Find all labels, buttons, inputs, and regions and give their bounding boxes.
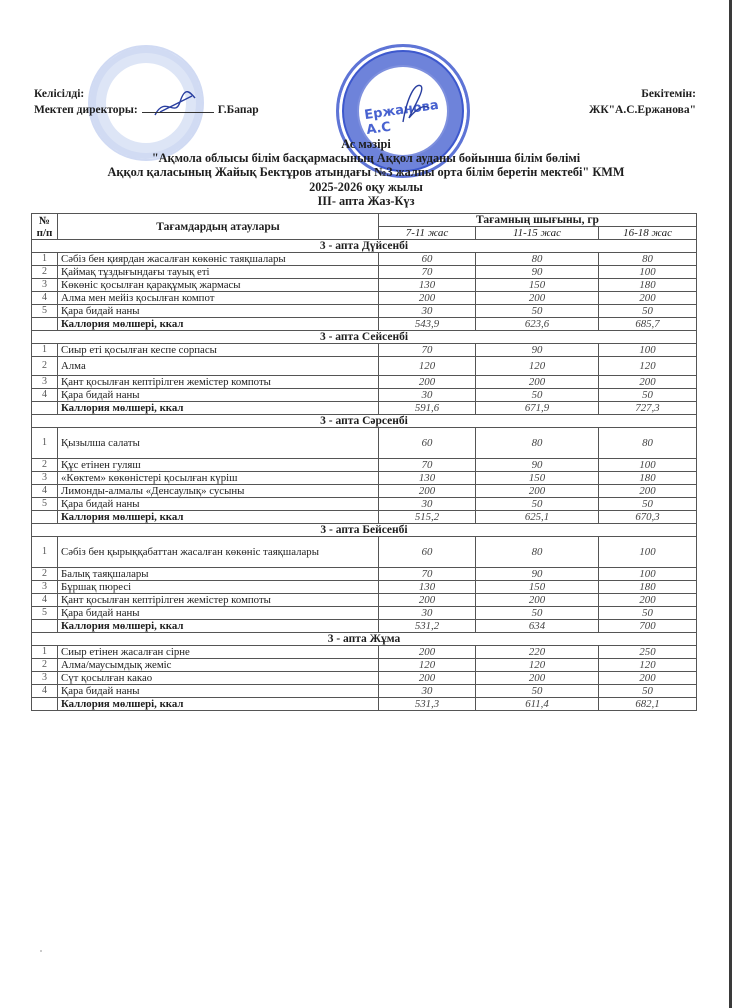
dish-name: Сәбіз бен қиярдан жасалған көкөніс таяқшалары <box>58 253 379 266</box>
calories-7-11: 515,2 <box>379 511 476 524</box>
table-row <box>32 305 697 318</box>
portion-16-18: 80 <box>599 428 697 459</box>
portion-7-11: 60 <box>379 428 476 459</box>
row-number: 3 <box>32 472 58 485</box>
row-number: 3 <box>32 376 58 389</box>
dish-name: Қара бидай наны <box>58 607 379 620</box>
portion-11-15: 200 <box>476 485 599 498</box>
row-number: 2 <box>32 568 58 581</box>
portion-16-18: 100 <box>599 266 697 279</box>
row-number: 2 <box>32 266 58 279</box>
portion-7-11: 200 <box>379 485 476 498</box>
dish-name: Бұршақ пюресі <box>58 581 379 594</box>
dish-name: Қант қосылған кептірілген жемістер компоты <box>58 376 379 389</box>
calories-7-11: 591,6 <box>379 402 476 415</box>
portion-16-18: 80 <box>599 253 697 266</box>
portion-16-18: 200 <box>599 594 697 607</box>
row-number: 3 <box>32 581 58 594</box>
portion-7-11: 200 <box>379 376 476 389</box>
portion-16-18: 50 <box>599 685 697 698</box>
approver-name: ЖК"А.С.Ержанова" <box>588 104 696 116</box>
portion-11-15: 150 <box>476 581 599 594</box>
row-number: 1 <box>32 253 58 266</box>
portion-11-15: 200 <box>476 594 599 607</box>
portion-11-15: 80 <box>476 428 599 459</box>
dish-name: Алма <box>58 357 379 376</box>
calorie-label: Каллория мөлшері, ккал <box>58 620 379 633</box>
table-row <box>32 672 697 685</box>
portion-11-15: 200 <box>476 376 599 389</box>
row-number: 2 <box>32 357 58 376</box>
calories-7-11: 543,9 <box>379 318 476 331</box>
table-row <box>32 253 697 266</box>
table-row <box>32 485 697 498</box>
portion-16-18: 180 <box>599 279 697 292</box>
header-dish-name: Тағамдардың атаулары <box>58 214 379 240</box>
portion-11-15: 200 <box>476 292 599 305</box>
row-number: 2 <box>32 659 58 672</box>
director-role-label: Мектеп директоры: <box>34 104 138 116</box>
portion-7-11: 30 <box>379 389 476 402</box>
calorie-label: Каллория мөлшері, ккал <box>58 698 379 711</box>
table-row <box>32 685 697 698</box>
portion-11-15: 50 <box>476 498 599 511</box>
dish-name: Сиыр етінен жасалған сірне <box>58 646 379 659</box>
portion-7-11: 120 <box>379 659 476 672</box>
row-number: 3 <box>32 279 58 292</box>
header-age-7-11: 7-11 жас <box>379 227 476 240</box>
calorie-label: Каллория мөлшері, ккал <box>58 318 379 331</box>
director-line <box>34 102 259 118</box>
portion-7-11: 30 <box>379 685 476 698</box>
portion-16-18: 120 <box>599 659 697 672</box>
day-header-thursday: 3 - апта Бейсенбі <box>32 524 697 537</box>
portion-7-11: 30 <box>379 498 476 511</box>
calorie-total-row <box>32 402 697 415</box>
portion-16-18: 200 <box>599 376 697 389</box>
portion-11-15: 120 <box>476 659 599 672</box>
row-number <box>32 402 58 415</box>
calorie-total-row <box>32 511 697 524</box>
title-line-4: 2025-2026 оқу жылы <box>309 179 423 194</box>
portion-7-11: 130 <box>379 472 476 485</box>
portion-11-15: 80 <box>476 537 599 568</box>
calories-16-18: 670,3 <box>599 511 697 524</box>
dish-name: Қара бидай наны <box>58 305 379 318</box>
title-line-1: Ас мәзірі <box>341 137 391 151</box>
dish-name: Сүт қосылған какао <box>58 672 379 685</box>
calories-16-18: 727,3 <box>599 402 697 415</box>
dish-name: Сиыр еті қосылған кеспе сорпасы <box>58 344 379 357</box>
calorie-label: Каллория мөлшері, ккал <box>58 402 379 415</box>
portion-11-15: 90 <box>476 568 599 581</box>
portion-7-11: 70 <box>379 344 476 357</box>
portion-16-18: 200 <box>599 672 697 685</box>
dish-name: Балық таяқшалары <box>58 568 379 581</box>
portion-11-15: 50 <box>476 305 599 318</box>
dish-name: Құс етінен гуляш <box>58 459 379 472</box>
table-row <box>32 537 697 568</box>
portion-16-18: 200 <box>599 292 697 305</box>
portion-7-11: 120 <box>379 357 476 376</box>
calories-7-11: 531,3 <box>379 698 476 711</box>
portion-16-18: 100 <box>599 459 697 472</box>
table-row <box>32 659 697 672</box>
calories-16-18: 685,7 <box>599 318 697 331</box>
calorie-total-row <box>32 620 697 633</box>
scan-artifact <box>40 950 42 952</box>
row-number: 5 <box>32 498 58 511</box>
row-number <box>32 620 58 633</box>
portion-16-18: 100 <box>599 344 697 357</box>
portion-16-18: 120 <box>599 357 697 376</box>
portion-16-18: 100 <box>599 537 697 568</box>
row-number: 1 <box>32 344 58 357</box>
day-header-wednesday: 3 - апта Сәрсенбі <box>32 415 697 428</box>
dish-name: «Көктем» көкөністері қосылған күріш <box>58 472 379 485</box>
portion-7-11: 60 <box>379 253 476 266</box>
portion-11-15: 150 <box>476 279 599 292</box>
dish-name: Қызылша салаты <box>58 428 379 459</box>
row-number: 5 <box>32 305 58 318</box>
title-line-5: III- апта Жаз-Күз <box>317 193 415 208</box>
table-row <box>32 279 697 292</box>
row-number: 1 <box>32 428 58 459</box>
menu-table <box>31 213 697 711</box>
calorie-total-row <box>32 318 697 331</box>
portion-7-11: 200 <box>379 594 476 607</box>
portion-7-11: 70 <box>379 568 476 581</box>
portion-11-15: 50 <box>476 607 599 620</box>
title-line-3: Аққол қаласының Жайық Бектұров атындағы №3 жалпы орта білім беретін мектебі" КММ <box>107 165 625 180</box>
dish-name: Қара бидай наны <box>58 685 379 698</box>
row-number: 1 <box>32 646 58 659</box>
row-number: 1 <box>32 537 58 568</box>
portion-7-11: 130 <box>379 279 476 292</box>
portion-7-11: 30 <box>379 305 476 318</box>
row-number: 2 <box>32 459 58 472</box>
table-row <box>32 344 697 357</box>
portion-7-11: 60 <box>379 537 476 568</box>
portion-16-18: 50 <box>599 607 697 620</box>
portion-11-15: 80 <box>476 253 599 266</box>
calories-16-18: 682,1 <box>599 698 697 711</box>
day-header-friday: 3 - апта Жұма <box>32 633 697 646</box>
table-row <box>32 459 697 472</box>
row-number <box>32 698 58 711</box>
dish-name: Қара бидай наны <box>58 389 379 402</box>
portion-7-11: 130 <box>379 581 476 594</box>
portion-16-18: 100 <box>599 568 697 581</box>
dish-name: Лимонды-алмалы «Денсаулық» сусыны <box>58 485 379 498</box>
portion-11-15: 50 <box>476 685 599 698</box>
row-number: 4 <box>32 485 58 498</box>
title-line-2: "Ақмола облысы білім басқармасының Аққол ауданы бойынша білім бөлімі <box>151 151 581 166</box>
portion-7-11: 30 <box>379 607 476 620</box>
dish-name: Қара бидай наны <box>58 498 379 511</box>
calorie-total-row <box>32 698 697 711</box>
portion-16-18: 50 <box>599 305 697 318</box>
row-number: 4 <box>32 389 58 402</box>
row-number: 4 <box>32 594 58 607</box>
portion-11-15: 200 <box>476 672 599 685</box>
portion-7-11: 200 <box>379 672 476 685</box>
dish-name: Қант қосылған кептірілген жемістер компоты <box>58 594 379 607</box>
calories-11-15: 634 <box>476 620 599 633</box>
portion-16-18: 200 <box>599 485 697 498</box>
table-row <box>32 376 697 389</box>
calories-11-15: 625,1 <box>476 511 599 524</box>
dish-name: Сәбіз бен қырыққабаттан жасалған көкөніс таяқшалары <box>58 537 379 568</box>
dish-name: Қаймақ тұздығындағы тауық еті <box>58 266 379 279</box>
header-portion: Тағамның шығыны, гр <box>379 214 697 227</box>
table-row <box>32 266 697 279</box>
table-row <box>32 472 697 485</box>
document-title <box>0 137 732 208</box>
row-number: 4 <box>32 292 58 305</box>
table-row <box>32 594 697 607</box>
table-row <box>32 607 697 620</box>
row-number: 4 <box>32 685 58 698</box>
stamp-text: Ержанова А.С <box>363 97 440 138</box>
calories-11-15: 671,9 <box>476 402 599 415</box>
dish-name: Алма мен мейіз қосылған компот <box>58 292 379 305</box>
portion-16-18: 50 <box>599 389 697 402</box>
portion-11-15: 120 <box>476 357 599 376</box>
row-number: 3 <box>32 672 58 685</box>
table-row <box>32 428 697 459</box>
table-row <box>32 581 697 594</box>
portion-7-11: 70 <box>379 266 476 279</box>
table-row <box>32 568 697 581</box>
row-number <box>32 511 58 524</box>
header-age-16-18: 16-18 жас <box>599 227 697 240</box>
approval-agreed-block <box>34 86 259 118</box>
header-number: № п/п <box>32 214 58 240</box>
portion-11-15: 90 <box>476 459 599 472</box>
row-number <box>32 318 58 331</box>
header-age-11-15: 11-15 жас <box>476 227 599 240</box>
table-row <box>32 357 697 376</box>
agreed-label: Келісілді: <box>34 88 85 100</box>
portion-11-15: 90 <box>476 344 599 357</box>
portion-11-15: 50 <box>476 389 599 402</box>
portion-11-15: 90 <box>476 266 599 279</box>
portion-7-11: 200 <box>379 292 476 305</box>
portion-7-11: 200 <box>379 646 476 659</box>
signature-line <box>142 112 214 113</box>
calories-16-18: 700 <box>599 620 697 633</box>
approval-approved-block <box>589 86 696 118</box>
calories-11-15: 623,6 <box>476 318 599 331</box>
portion-11-15: 220 <box>476 646 599 659</box>
portion-16-18: 50 <box>599 498 697 511</box>
day-header-tuesday: 3 - апта Сейсенбі <box>32 331 697 344</box>
dish-name: Көкөніс қосылған қарақұмық жармасы <box>58 279 379 292</box>
row-number: 5 <box>32 607 58 620</box>
table-row <box>32 292 697 305</box>
calorie-label: Каллория мөлшері, ккал <box>58 511 379 524</box>
table-row <box>32 646 697 659</box>
director-name: Г.Бапар <box>217 104 259 116</box>
portion-16-18: 180 <box>599 472 697 485</box>
portion-7-11: 70 <box>379 459 476 472</box>
table-row <box>32 389 697 402</box>
dish-name: Алма/маусымдық жеміс <box>58 659 379 672</box>
portion-11-15: 150 <box>476 472 599 485</box>
calories-7-11: 531,2 <box>379 620 476 633</box>
day-header-monday: 3 - апта Дүйсенбі <box>32 240 697 253</box>
approver-signature-icon <box>395 78 435 128</box>
calories-11-15: 611,4 <box>476 698 599 711</box>
portion-16-18: 250 <box>599 646 697 659</box>
approved-label: Бекітемін: <box>641 88 696 100</box>
table-row <box>32 498 697 511</box>
portion-16-18: 180 <box>599 581 697 594</box>
